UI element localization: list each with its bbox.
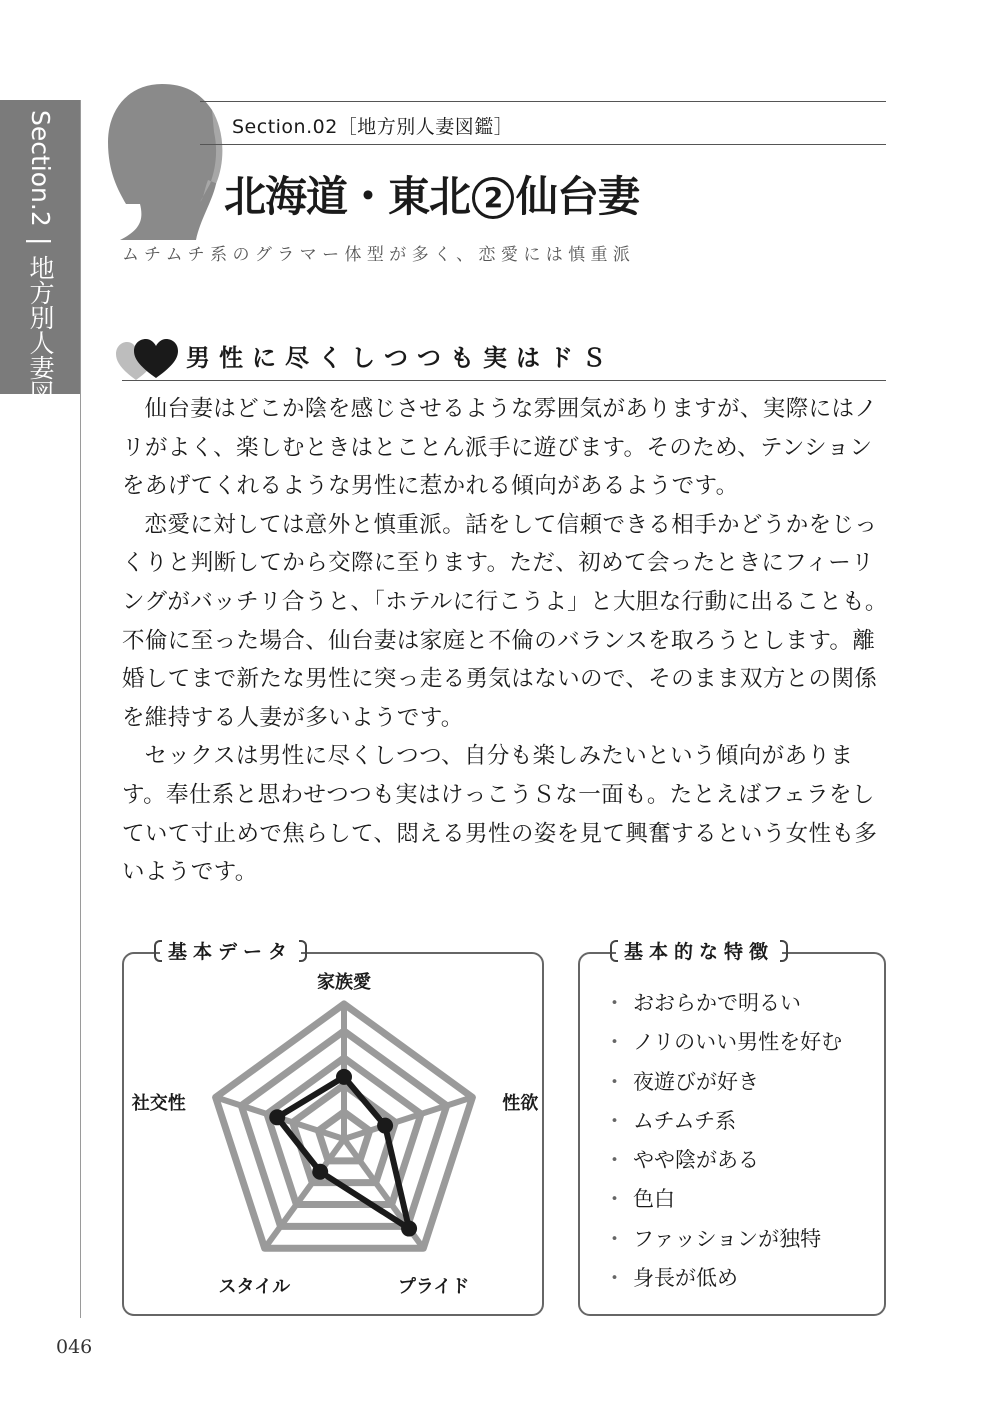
body-paragraph: セックスは男性に尽くしつつ、自分も楽しみたいという傾向があります。奉仕系と思わせつつも実はけっこうＳな一面も。たとえばフェラをしていて寸止めで焦らして、悶える男性の姿を見て興奮するという女性も多いようです。 xyxy=(122,743,878,886)
title-region: 北海道・東北 xyxy=(224,172,471,221)
trait-item xyxy=(604,1102,842,1141)
bullet-icon: ・ xyxy=(604,1187,625,1212)
trait-item xyxy=(604,1220,842,1259)
side-tab-category: 地方別人妻図鑑 xyxy=(26,255,55,431)
radar-point xyxy=(377,1118,393,1134)
basic-data-label: 基本データ xyxy=(160,937,301,967)
radar-axis-label: スタイル xyxy=(218,1276,291,1298)
trait-item xyxy=(604,984,842,1023)
radar-chart xyxy=(124,954,542,1314)
trait-text: やや陰がある xyxy=(633,1148,759,1173)
side-tab-section: Section.2 xyxy=(26,110,55,227)
bullet-icon: ・ xyxy=(604,1030,625,1055)
body-paragraph: 恋愛に対しては意外と慎重派。話をして信頼できる相手かどうかをじっくりと判断してから交際に至ります。ただ、初めて会ったときにフィーリングがバッチリ合うと、「ホテルに行こうよ」と大胆な行動に出ることも。不倫に至った場合、仙台妻は家庭と不倫のバランスを取ろうとします。離婚してまで新たな男性に突っ走る勇気はないので、そのまま双方との関係を維持する人妻が多いようです。 xyxy=(122,511,888,731)
trait-text: 色白 xyxy=(633,1187,675,1212)
radar-point xyxy=(336,1069,352,1085)
side-divider-line xyxy=(80,100,81,1318)
radar-point xyxy=(269,1109,285,1125)
side-tab-divider: | xyxy=(26,236,55,246)
trait-item xyxy=(604,1063,842,1102)
radar-point xyxy=(312,1164,328,1180)
page-number: 046 xyxy=(56,1336,93,1358)
trait-text: ファッションが独特 xyxy=(633,1226,822,1251)
trait-text: ムチムチ系 xyxy=(633,1108,737,1133)
body-text xyxy=(122,390,892,892)
trait-text: おおらかで明るい xyxy=(633,991,801,1015)
traits-label: 基本的な特徴 xyxy=(616,937,782,967)
header-mid-line xyxy=(200,144,886,145)
trait-item xyxy=(604,1180,842,1219)
bullet-icon: ・ xyxy=(604,991,625,1015)
trait-text: 夜遊びが好き xyxy=(633,1069,759,1094)
bullet-icon: ・ xyxy=(604,1266,625,1291)
sub-heading: 男性に尽くしつつも実はドＳ xyxy=(186,344,615,372)
page-subtitle: ムチムチ系のグラマー体型が多く、恋愛には慎重派 xyxy=(122,245,636,265)
woman-silhouette-icon xyxy=(100,80,228,240)
bullet-icon: ・ xyxy=(604,1108,625,1133)
page-title xyxy=(224,164,639,224)
side-tab-text xyxy=(0,110,80,430)
trait-item xyxy=(604,1023,842,1062)
title-circled-number: 2 xyxy=(472,177,514,219)
trait-item xyxy=(604,1259,842,1298)
radar-axis-label: 家族愛 xyxy=(317,972,371,993)
side-tab xyxy=(0,100,80,431)
sub-heading-line xyxy=(122,380,886,381)
header-top-line xyxy=(200,101,886,102)
section-label: Section.02［地方別人妻図鑑］ xyxy=(232,116,514,138)
body-paragraph: 仙台妻はどこか陰を感じさせるような雰囲気がありますが、実際にはノリがよく、楽しむときはとことん派手に遊びます。そのため、テンションをあげてくれるような男性に惹かれる傾向があるようです。 xyxy=(122,396,878,500)
bullet-icon: ・ xyxy=(604,1069,625,1094)
bullet-icon: ・ xyxy=(604,1226,625,1251)
radar-point xyxy=(401,1221,417,1237)
radar-axis-label: プライド xyxy=(397,1276,470,1298)
title-city: 仙台妻 xyxy=(516,172,640,221)
trait-text: 身長が低め xyxy=(633,1266,738,1291)
basic-data-box xyxy=(122,941,544,1316)
bullet-icon: ・ xyxy=(604,1148,625,1173)
trait-text: ノリのいい男性を好む xyxy=(633,1030,843,1055)
traits-list xyxy=(604,984,842,1298)
trait-item xyxy=(604,1141,842,1180)
radar-axis-label: 社交性 xyxy=(131,1093,186,1115)
hearts-icon xyxy=(116,338,182,382)
radar-axis-label: 性欲 xyxy=(502,1093,539,1115)
